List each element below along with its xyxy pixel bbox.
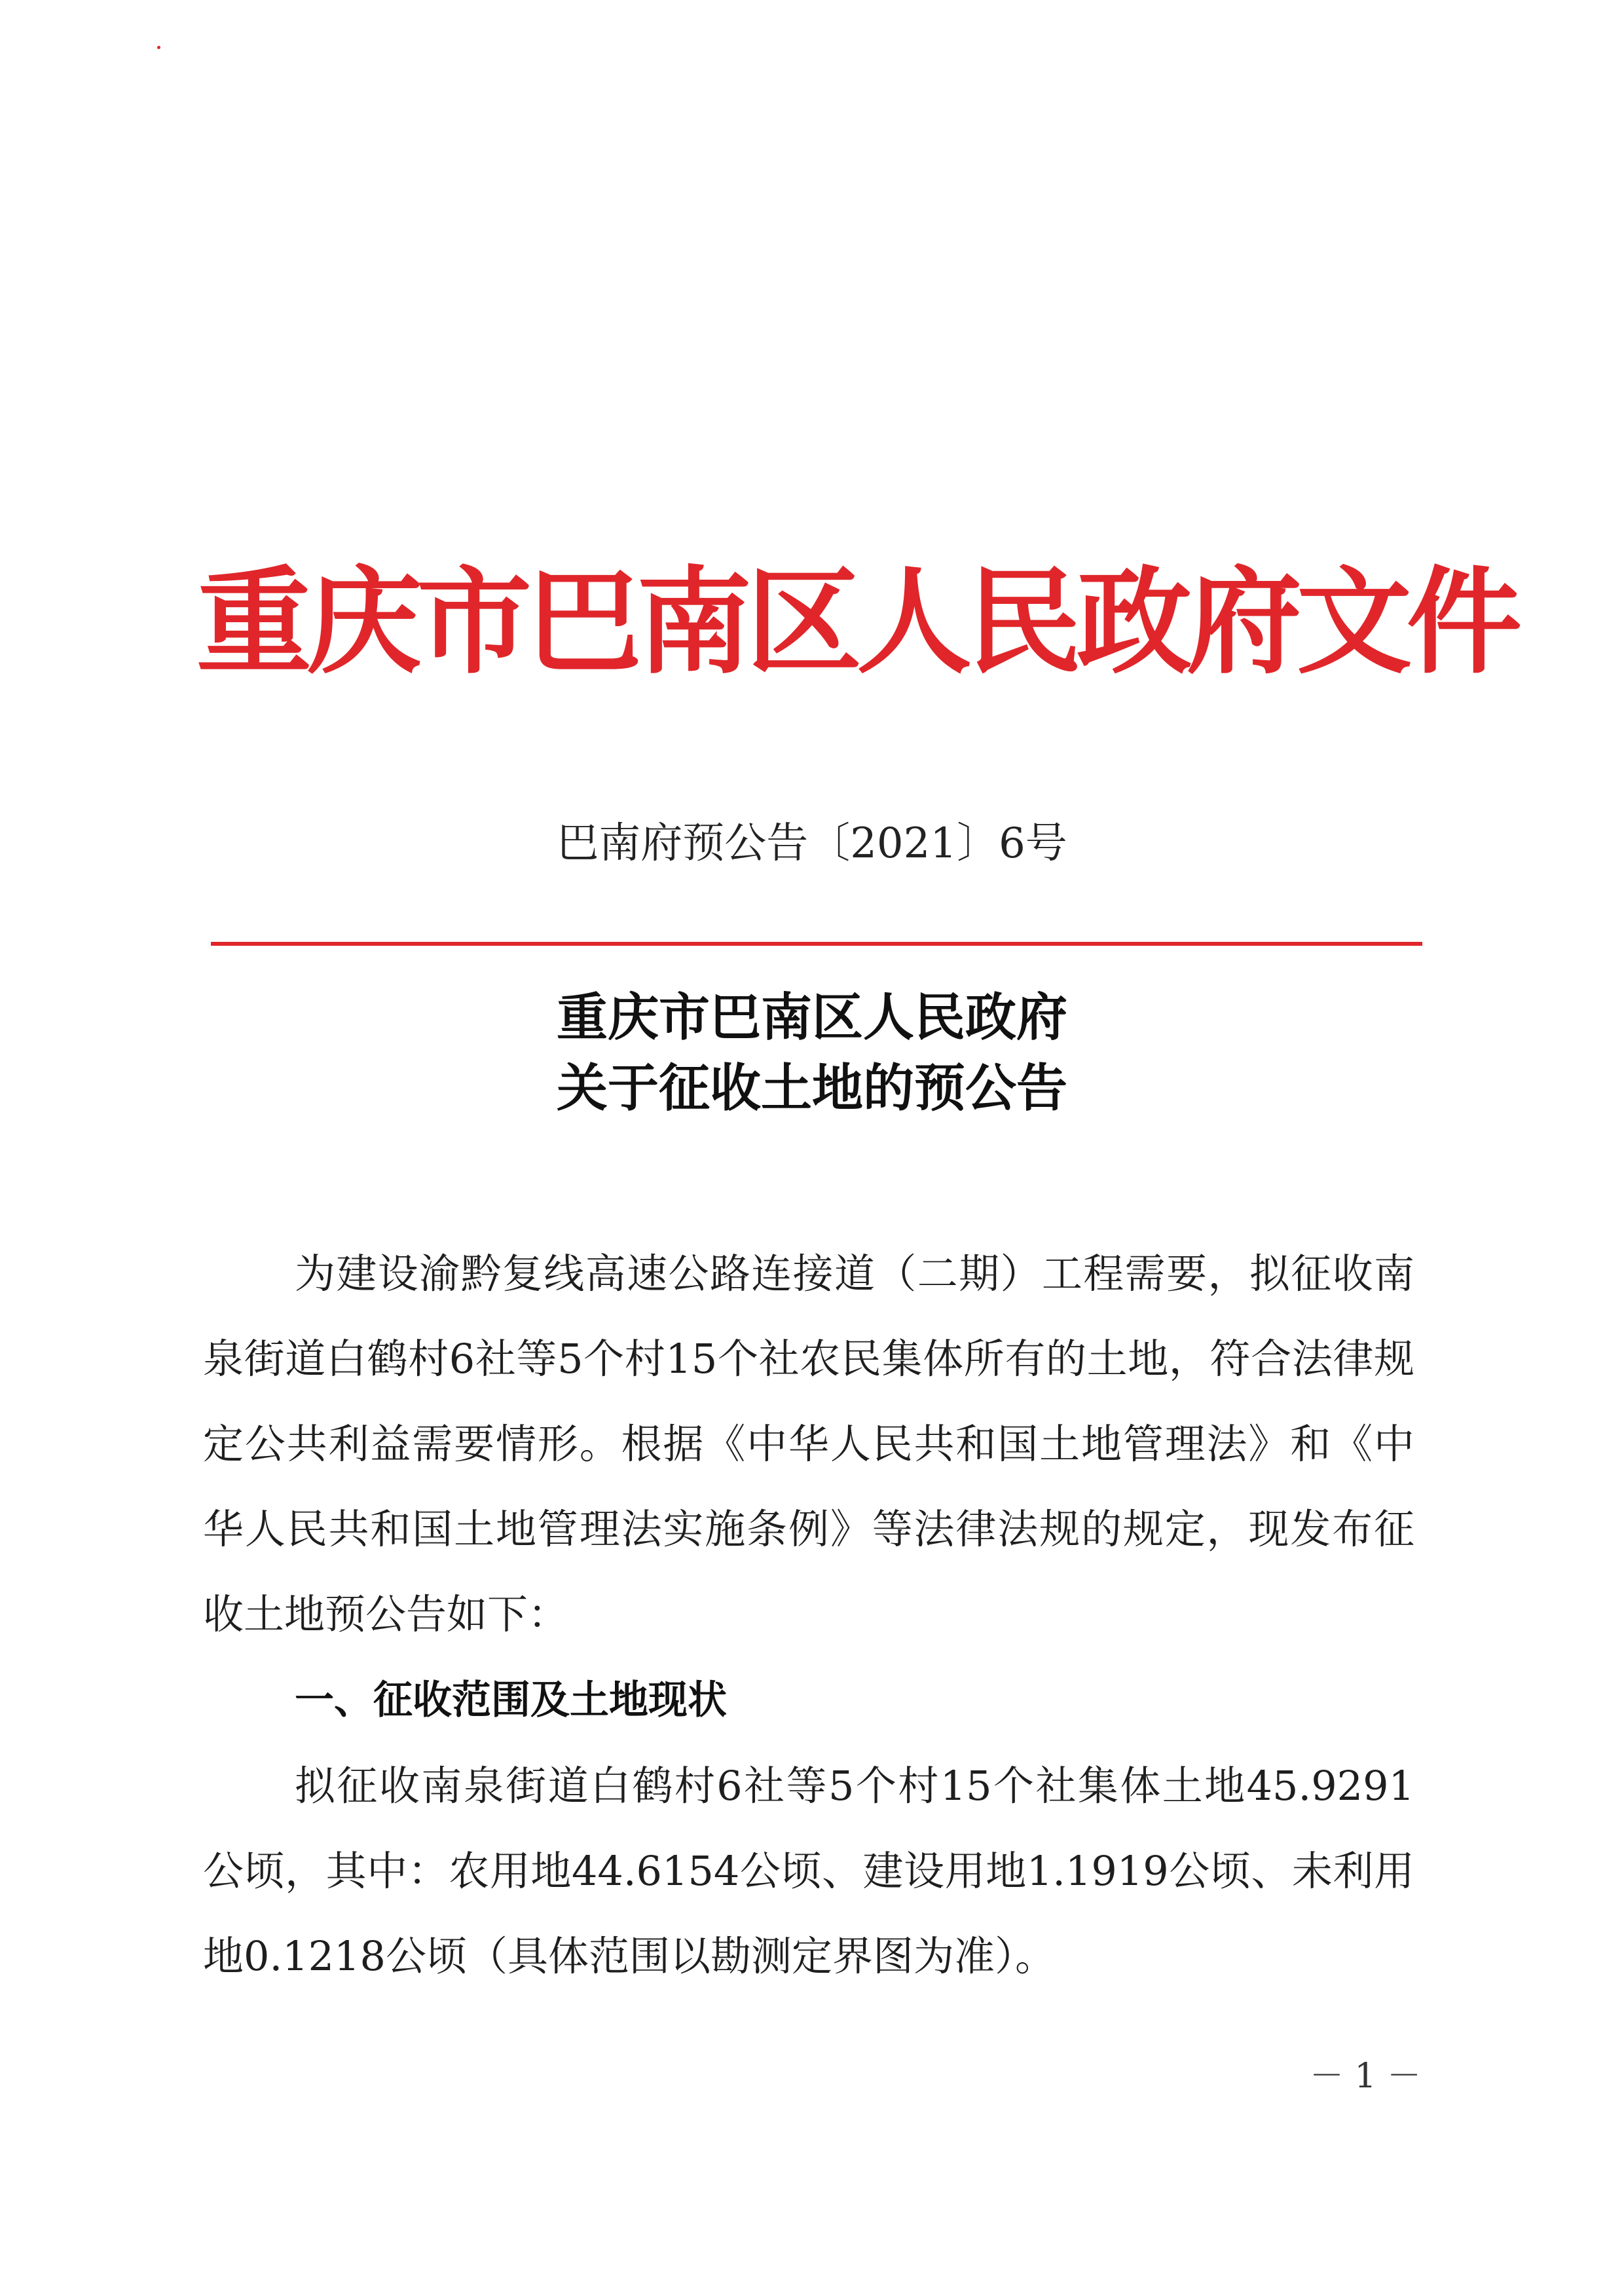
red-divider xyxy=(211,942,1422,946)
masthead: 重庆市巴南区人民政府文件 xyxy=(196,554,1517,690)
title-line-2: 关于征收土地的预公告 xyxy=(556,1058,1067,1118)
document-number: 巴南府预公告〔2021〕6号 xyxy=(557,819,1067,868)
document-body xyxy=(203,1231,1414,1999)
paragraph-intro: 为建设渝黔复线高速公路连接道（二期）工程需要，拟征收南泉街道白鹤村6社等5个村15个社农民集体所有的土地，符合法律规定公共利益需要情形。根据《中华人民共和国土地管理法》和《中华人民共和国土地管理法实施条例》等法律法规的规定，现发布征收土地预公告如下： xyxy=(203,1250,1414,1638)
scan-mark xyxy=(157,46,160,49)
section-heading-1: 一、征收范围及土地现状 xyxy=(295,1677,727,1723)
page-number: － 1 － xyxy=(1310,2057,1422,2096)
document-title xyxy=(196,982,1428,1124)
title-line-1: 重庆市巴南区人民政府 xyxy=(556,988,1067,1047)
paragraph-scope: 拟征收南泉街道白鹤村6社等5个村15个社集体土地45.9291公顷，其中：农用地44.6154公顷、建设用地1.1919公顷、未利用地0.1218公顷（具体范围以勘测定界图为准）。 xyxy=(203,1762,1414,1980)
